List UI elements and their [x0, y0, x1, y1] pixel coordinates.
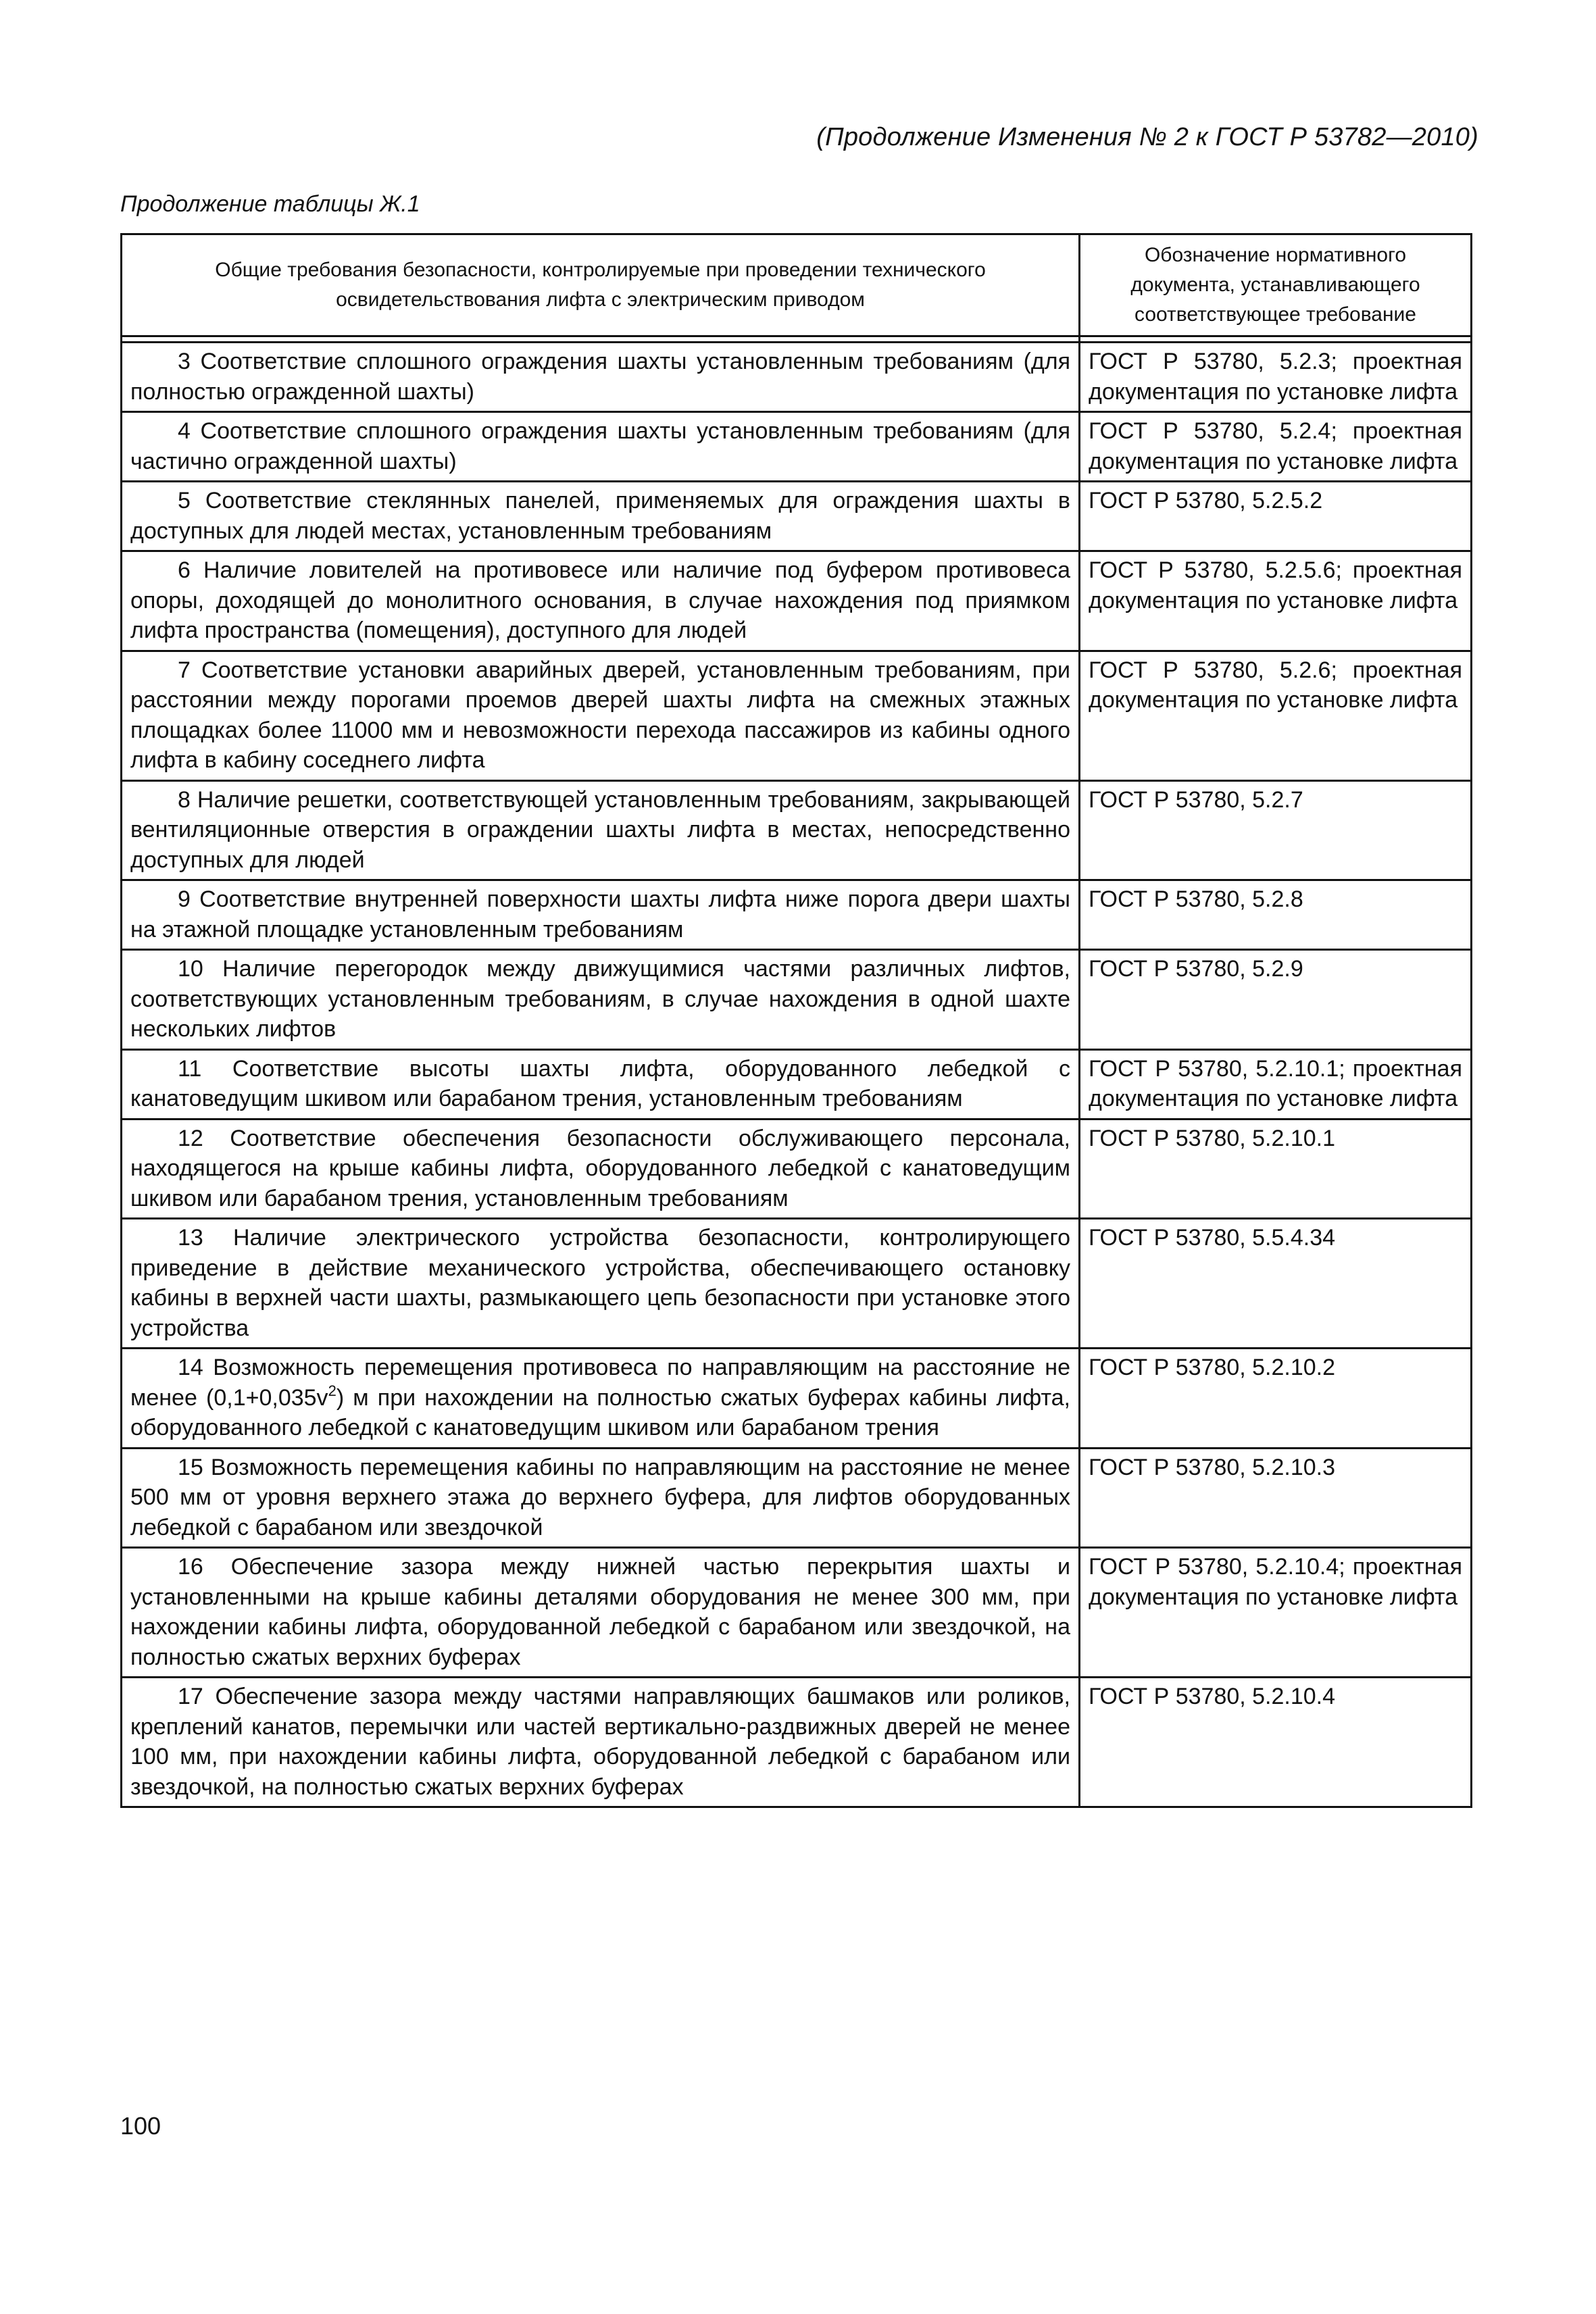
- document-cell: ГОСТ Р 53780, 5.2.10.4; проектная документация по установке лифта: [1080, 1548, 1472, 1678]
- table-row: [122, 1678, 1472, 1807]
- table-row: [122, 651, 1472, 780]
- running-title: (Продолжение Изменения № 2 к ГОСТ Р 53782—2010): [816, 123, 1478, 151]
- requirement-text-end: ) м при нахождении на полностью сжатых буферах кабины лифта, оборудованного лебедкой с канатоведущим шкивом или барабаном трения: [130, 1384, 1070, 1440]
- requirement-cell: 3 Соответствие сплошного ограждения шахты установленным требованиям (для полностью огражденной шахты): [122, 343, 1080, 412]
- requirement-cell: [122, 1349, 1080, 1449]
- requirement-cell: 6 Наличие ловителей на противовесе или наличие под буфером противовеса опоры, доходящей до монолитного основания, в случае нахождения под приямком лифта пространства (помещения), доступного для людей: [122, 551, 1080, 651]
- table-row: [122, 1548, 1472, 1678]
- document-cell: ГОСТ Р 53780, 5.2.4; проектная документация по установке лифта: [1080, 412, 1472, 482]
- table-row: [122, 482, 1472, 551]
- table-row: [122, 950, 1472, 1050]
- requirement-cell: 9 Соответствие внутренней поверхности шахты лифта ниже порога двери шахты на этажной площадке установленным требованиям: [122, 880, 1080, 950]
- document-cell: ГОСТ Р 53780, 5.2.10.3: [1080, 1448, 1472, 1548]
- document-cell: ГОСТ Р 53780, 5.2.5.6; проектная документация по установке лифта: [1080, 551, 1472, 651]
- requirement-cell: 17 Обеспечение зазора между частями направляющих башмаков или роликов, креплений канатов, перемычки или частей вертикально-раздвижных дверей не менее 100 мм, при нахождении кабины лифта, оборудованной лебедкой с барабаном или звездочкой, на полностью сжатых верхних буферах: [122, 1678, 1080, 1807]
- column-header-document: Обозначение нормативного документа, устанавливающего соответствующее требование: [1080, 234, 1472, 336]
- requirement-cell: 5 Соответствие стеклянных панелей, применяемых для ограждения шахты в доступных для людей местах, установленным требованиям: [122, 482, 1080, 551]
- requirement-cell: 13 Наличие электрического устройства безопасности, контролирующего приведение в действие механического устройства, обеспечивающего остановку кабины в верхней части шахты, размыкающего цепь безопасности при установке этого устройства: [122, 1219, 1080, 1349]
- requirement-cell: 4 Соответствие сплошного ограждения шахты установленным требованиям (для частично огражденной шахты): [122, 412, 1080, 482]
- table-caption: Продолжение таблицы Ж.1: [120, 191, 420, 217]
- requirement-text-start: 14 Возможность перемещения противовеса по направляющим на расстояние не менее (0,1+0,035v: [130, 1355, 1070, 1411]
- table-row: [122, 343, 1472, 412]
- table-row: [122, 1349, 1472, 1449]
- document-cell: ГОСТ Р 53780, 5.5.4.34: [1080, 1219, 1472, 1349]
- table-row: [122, 551, 1472, 651]
- superscript-exponent: 2: [328, 1382, 336, 1399]
- requirements-table: [120, 233, 1472, 1808]
- header-rule: [122, 336, 1472, 343]
- requirement-cell: 16 Обеспечение зазора между нижней частью перекрытия шахты и установленными на крыше кабины деталями оборудования не менее 300 мм, при нахождении кабины лифта, оборудованной лебедкой с барабаном или звездочкой, на полностью сжатых верхних буферах: [122, 1548, 1080, 1678]
- document-cell: ГОСТ Р 53780, 5.2.6; проектная документация по установке лифта: [1080, 651, 1472, 780]
- table-row: [122, 1448, 1472, 1548]
- document-cell: ГОСТ Р 53780, 5.2.10.1; проектная документация по установке лифта: [1080, 1049, 1472, 1119]
- document-cell: ГОСТ Р 53780, 5.2.8: [1080, 880, 1472, 950]
- document-cell: ГОСТ Р 53780, 5.2.3; проектная документация по установке лифта: [1080, 343, 1472, 412]
- document-cell: ГОСТ Р 53780, 5.2.10.2: [1080, 1349, 1472, 1449]
- table-row: [122, 1049, 1472, 1119]
- table-header-row: [122, 234, 1472, 336]
- table-row: [122, 412, 1472, 482]
- page-number: 100: [120, 2112, 161, 2140]
- requirement-cell: 11 Соответствие высоты шахты лифта, оборудованного лебедкой с канатоведущим шкивом или барабаном трения, установленным требованиям: [122, 1049, 1080, 1119]
- document-cell: ГОСТ Р 53780, 5.2.10.4: [1080, 1678, 1472, 1807]
- table-row: [122, 780, 1472, 880]
- document-cell: ГОСТ Р 53780, 5.2.5.2: [1080, 482, 1472, 551]
- requirement-cell: 12 Соответствие обеспечения безопасности обслуживающего персонала, находящегося на крыше кабины лифта, оборудованного лебедкой с канатоведущим шкивом или барабаном трения, установленным требованиям: [122, 1119, 1080, 1219]
- document-cell: ГОСТ Р 53780, 5.2.7: [1080, 780, 1472, 880]
- requirement-cell: 7 Соответствие установки аварийных дверей, установленным требованиям, при расстоянии между порогами проемов дверей шахты лифта на смежных этажных площадках более 11000 мм и невозможности перехода пассажиров из кабины одного лифта в кабину соседнего лифта: [122, 651, 1080, 780]
- document-cell: ГОСТ Р 53780, 5.2.10.1: [1080, 1119, 1472, 1219]
- requirement-cell: 10 Наличие перегородок между движущимися частями различных лифтов, соответствующих установленным требованиям, в случае нахождения в одной шахте нескольких лифтов: [122, 950, 1080, 1050]
- requirement-cell: 15 Возможность перемещения кабины по направляющим на расстояние не менее 500 мм от уровня верхнего этажа до верхнего буфера, для лифтов оборудованных лебедкой с барабаном или звездочкой: [122, 1448, 1080, 1548]
- table-row: [122, 880, 1472, 950]
- requirement-cell: 8 Наличие решетки, соответствующей установленным требованиям, закрывающей вентиляционные отверстия в ограждении шахты лифта в местах, непосредственно доступных для людей: [122, 780, 1080, 880]
- table-row: [122, 1219, 1472, 1349]
- document-cell: ГОСТ Р 53780, 5.2.9: [1080, 950, 1472, 1050]
- column-header-requirements: Общие требования безопасности, контролируемые при проведении технического освидетельствования лифта с электрическим приводом: [122, 234, 1080, 336]
- table-row: [122, 1119, 1472, 1219]
